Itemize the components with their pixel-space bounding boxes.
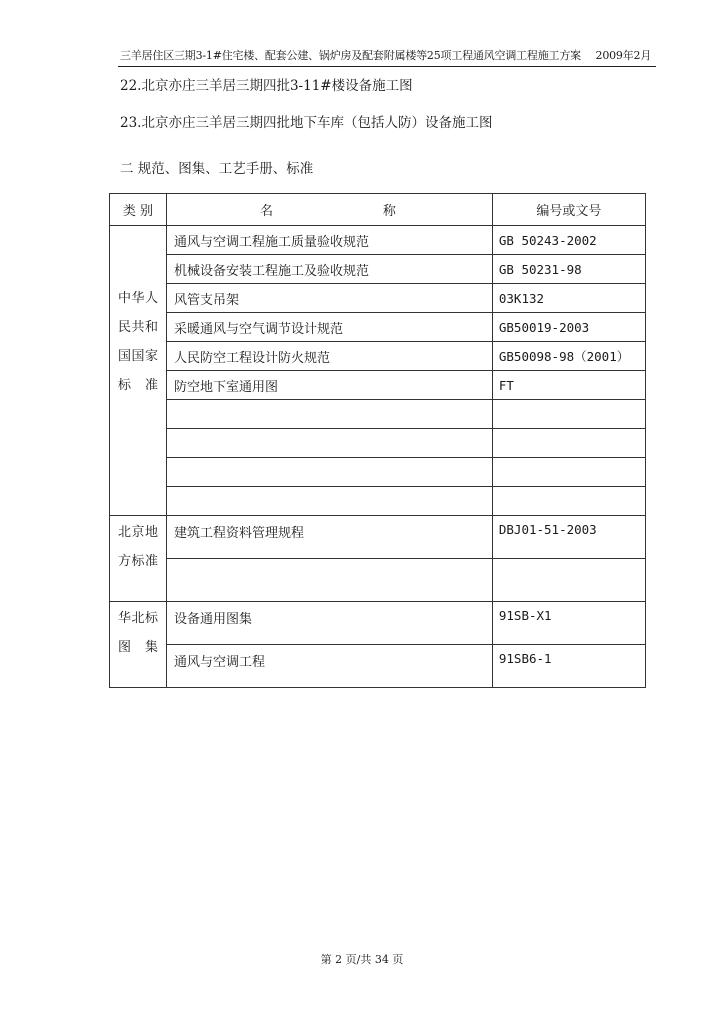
category-cell [110, 516, 167, 602]
header-name-right: 称 [382, 204, 396, 219]
page-footer: 第 2 页/共 34 页 [320, 953, 404, 966]
code-cell: GB50019-2003 [492, 313, 645, 342]
table-row [110, 458, 646, 487]
header-category: 类 别 [110, 194, 167, 226]
table-row [110, 602, 646, 645]
category-label: 华北标图集 [118, 611, 158, 655]
code-cell [492, 487, 645, 516]
name-cell [167, 487, 493, 516]
table-row [110, 284, 646, 313]
name-cell [167, 458, 493, 487]
table-header-row [110, 194, 646, 226]
header-date: 2009年2月 [595, 49, 652, 62]
table-row [110, 371, 646, 400]
table-row [110, 487, 646, 516]
name-cell: 建筑工程资料管理规程 [167, 516, 493, 559]
name-cell: 设备通用图集 [167, 602, 493, 645]
table-row [110, 400, 646, 429]
name-cell: 防空地下室通用图 [167, 371, 493, 400]
header-code: 编号或文号 [492, 194, 645, 226]
name-cell [167, 559, 493, 602]
category-cell [110, 226, 167, 516]
list-item-22: 22.北京亦庄三羊居三期四批3-11#楼设备施工图 [120, 78, 413, 94]
table-row [110, 516, 646, 559]
code-cell [492, 559, 645, 602]
category-cell [110, 602, 167, 688]
page-header [120, 49, 654, 63]
header-rule [118, 66, 656, 67]
name-cell: 采暖通风与空气调节设计规范 [167, 313, 493, 342]
table-row [110, 313, 646, 342]
name-cell [167, 400, 493, 429]
code-cell: DBJ01-51-2003 [492, 516, 645, 559]
table-row [110, 226, 646, 255]
code-cell [492, 400, 645, 429]
code-cell: FT [492, 371, 645, 400]
name-cell [167, 429, 493, 458]
name-cell: 人民防空工程设计防火规范 [167, 342, 493, 371]
header-name-left: 名 [260, 204, 274, 219]
category-label: 中华人民共和国国家标准 [118, 291, 158, 393]
standards-table [109, 193, 646, 688]
table-body [110, 226, 646, 688]
name-cell: 通风与空调工程施工质量验收规范 [167, 226, 493, 255]
table-row [110, 559, 646, 602]
table-row [110, 645, 646, 688]
table-row [110, 429, 646, 458]
section-heading: 二 规范、图集、工艺手册、标准 [120, 161, 314, 177]
code-cell: GB 50243-2002 [492, 226, 645, 255]
category-label: 北京地方标准 [118, 525, 158, 569]
code-cell [492, 458, 645, 487]
header-name [167, 194, 493, 226]
name-cell: 机械设备安装工程施工及验收规范 [167, 255, 493, 284]
name-cell: 风管支吊架 [167, 284, 493, 313]
list-item-23: 23.北京亦庄三羊居三期四批地下车库（包括人防）设备施工图 [120, 115, 493, 131]
table-row [110, 342, 646, 371]
table-row [110, 255, 646, 284]
header-title: 三羊居住区三期3-1#住宅楼、配套公建、锅炉房及配套附属楼等25项工程通风空调工程施工方案 [120, 49, 581, 62]
code-cell: GB50098-98（2001） [492, 342, 645, 371]
code-cell [492, 429, 645, 458]
code-cell: GB 50231-98 [492, 255, 645, 284]
code-cell: 91SB6-1 [492, 645, 645, 688]
name-cell: 通风与空调工程 [167, 645, 493, 688]
code-cell: 91SB-X1 [492, 602, 645, 645]
code-cell: 03K132 [492, 284, 645, 313]
